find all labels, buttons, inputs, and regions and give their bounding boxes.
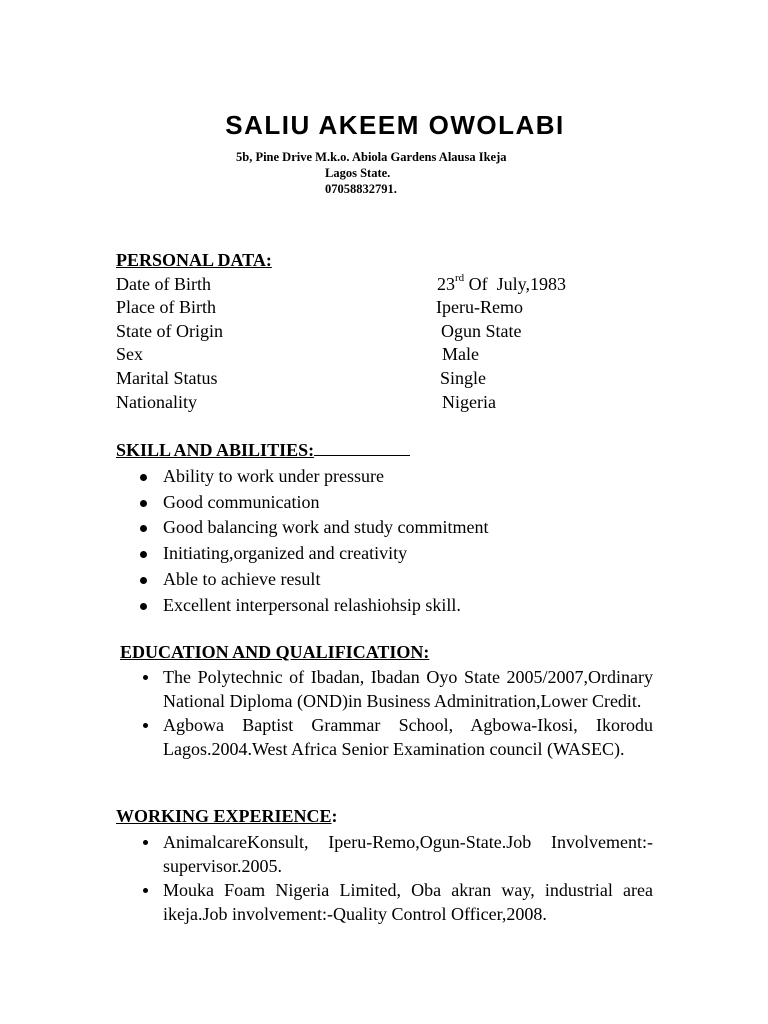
education-heading: EDUCATION AND QUALIFICATION:: [120, 642, 430, 662]
bullet-icon: [140, 603, 147, 610]
marital-value: Single: [440, 368, 487, 388]
marital-label: Marital Status: [116, 368, 218, 388]
origin-value: Ogun State: [441, 321, 522, 341]
bullet-icon: [140, 551, 147, 558]
bullet-icon: [143, 723, 148, 728]
origin-label: State of Origin: [116, 321, 223, 341]
list-item: [116, 541, 656, 567]
list-item: [116, 567, 656, 593]
dob-value: [437, 274, 566, 295]
skills-list: [116, 464, 656, 618]
nationality-label: Nationality: [116, 392, 197, 412]
experience-heading: [116, 806, 338, 827]
education-list: [116, 665, 653, 761]
list-item: [116, 515, 656, 541]
list-item: [116, 593, 656, 619]
pob-label: Place of Birth: [116, 297, 216, 317]
personal-data-heading: PERSONAL DATA:: [116, 250, 272, 270]
list-item-text: Excellent interpersonal relashiohsip skill.: [163, 594, 461, 615]
list-item-text: Ability to work under pressure: [163, 466, 384, 486]
list-item-text: Mouka Foam Nigeria Limited, Oba akran way, industrial area ikeja.Job involvement:-Quality Control Officer,2008.: [163, 880, 653, 924]
dob-day: 23: [437, 274, 455, 294]
address-line-2: Lagos State.: [325, 166, 391, 180]
applicant-name: SALIU AKEEM OWOLABI: [225, 110, 565, 140]
list-item-text: AnimalcareKonsult, Iperu-Remo,Ogun-State.Job Involvement:-supervisor.2005.: [163, 832, 653, 876]
bullet-icon: [143, 675, 148, 680]
bullet-icon: [140, 525, 147, 532]
list-item: [116, 713, 653, 761]
bullet-icon: [140, 474, 147, 481]
skills-heading: [116, 440, 410, 461]
bullet-icon: [140, 577, 147, 584]
list-item-text: Initiating,organized and creativity: [163, 543, 408, 564]
experience-heading-text: WORKING EXPERIENCE: [116, 806, 332, 826]
list-item-text: Agbowa Baptist Grammar School, Agbowa-Ikosi, Ikorodu Lagos.2004.West Africa Senior Examination council (WASEC).: [163, 715, 653, 759]
bullet-icon: [143, 888, 148, 893]
dob-label: Date of Birth: [116, 274, 211, 294]
experience-heading-colon: :: [331, 806, 338, 826]
sex-value: Male: [442, 344, 479, 364]
bullet-icon: [143, 840, 148, 845]
list-item-text: The Polytechnic of Ibadan, Ibadan Oyo State 2005/2007,Ordinary National Diploma (OND)in Business Adminitration,Lower Credit.: [163, 667, 653, 711]
skills-heading-text: SKILL AND ABILITIES:: [116, 440, 315, 460]
list-item: [116, 490, 656, 516]
nationality-value: Nigeria: [442, 392, 496, 412]
list-item: [116, 878, 653, 926]
heading-underline: [314, 440, 410, 456]
list-item-text: Good balancing work and study commitment: [163, 517, 489, 538]
address-line-1: 5b, Pine Drive M.k.o. Abiola Gardens Alausa Ikeja: [236, 150, 507, 164]
list-item: [116, 830, 653, 878]
dob-suffix: rd: [455, 272, 465, 284]
sex-label: Sex: [116, 344, 143, 364]
list-item-text: Good communication: [163, 491, 320, 512]
pob-value: Iperu-Remo: [436, 297, 523, 317]
phone-number: 07058832791.: [325, 182, 397, 196]
bullet-icon: [140, 500, 147, 507]
list-item: [116, 464, 656, 490]
dob-rest: Of July,1983: [464, 274, 567, 294]
experience-list: [116, 830, 653, 926]
list-item: [116, 665, 653, 713]
list-item-text: Able to achieve result: [163, 568, 321, 589]
